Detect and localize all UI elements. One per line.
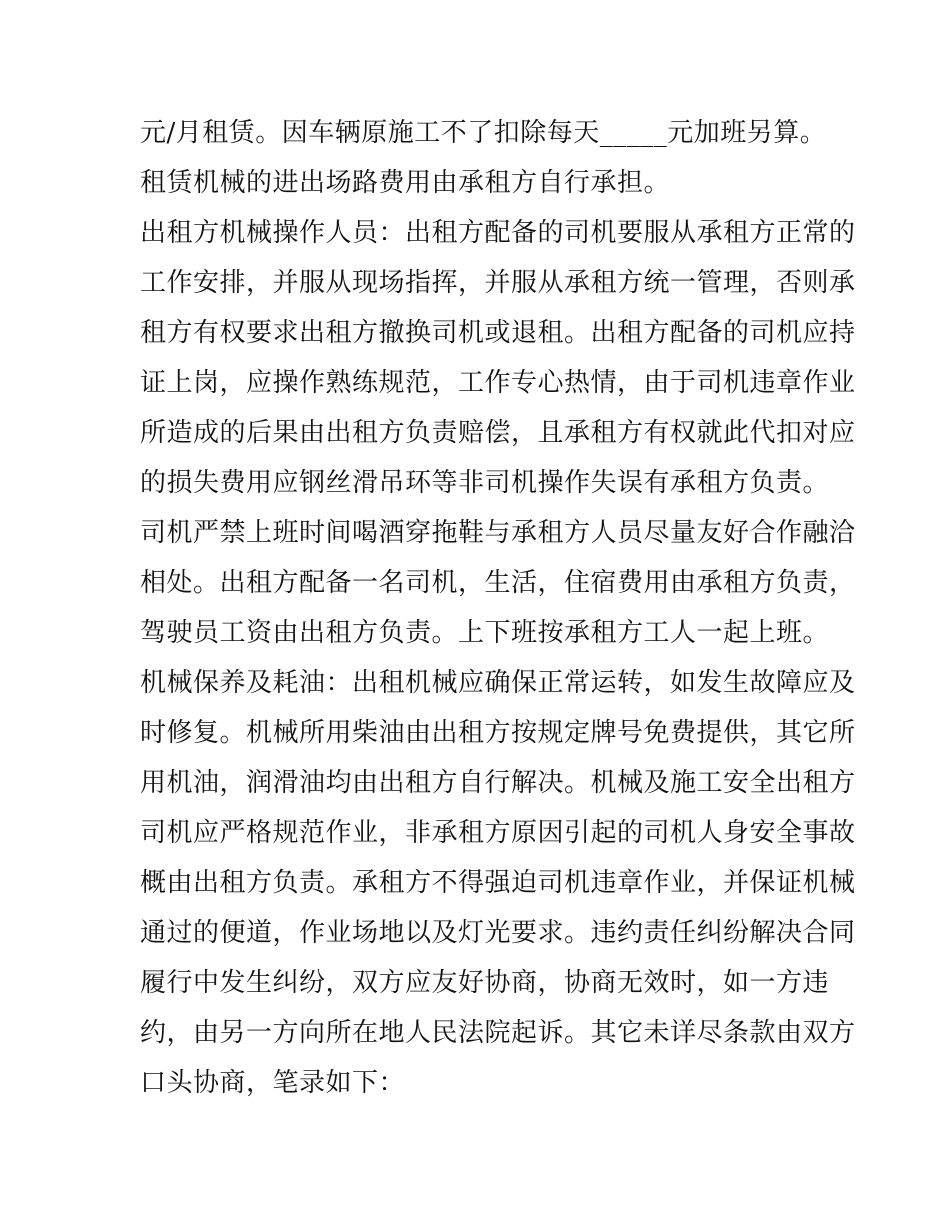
text-line: 租赁机械的进出场路费用由承租方自行承担。 bbox=[140, 168, 671, 198]
text-line: 履行中发生纠纷，双方应友好协商，协商无效时，如一方违 bbox=[140, 968, 830, 998]
text-line: 司机严禁上班时间喝酒穿拖鞋与承租方人员尽量友好合作融洽 bbox=[140, 518, 856, 548]
text-line: 租方有权要求出租方撤换司机或退租。出租方配备的司机应持 bbox=[140, 318, 856, 348]
text-line: 出租方机械操作人员：出租方配备的司机要服从承租方正常的 bbox=[140, 218, 856, 248]
text-line: 用机油，润滑油均由出租方自行解决。机械及施工安全出租方 bbox=[140, 768, 856, 798]
text-line: 工作安排，并服从现场指挥，并服从承租方统一管理，否则承 bbox=[140, 268, 856, 298]
text-line: 口头协商，笔录如下： bbox=[140, 1068, 406, 1098]
text-line: 概由出租方负责。承租方不得强迫司机违章作业，并保证机械 bbox=[140, 868, 856, 898]
text-line: 所造成的后果由出租方负责赔偿，且承租方有权就此代扣对应 bbox=[140, 418, 856, 448]
text-line: 通过的便道，作业场地以及灯光要求。违约责任纠纷解决合同 bbox=[140, 918, 856, 948]
text-line: 约，由另一方向所在地人民法院起诉。其它未详尽条款由双方 bbox=[140, 1018, 856, 1048]
text-line: 证上岗，应操作熟练规范，工作专心热情，由于司机违章作业 bbox=[140, 368, 856, 398]
text-line: 元/月租赁。因车辆原施工不了扣除每天_____元加班另算。 bbox=[140, 118, 827, 148]
document-body bbox=[140, 108, 856, 1108]
text-line: 司机应严格规范作业，非承租方原因引起的司机人身安全事故 bbox=[140, 818, 856, 848]
text-line: 机械保养及耗油：出租机械应确保正常运转，如发生故障应及 bbox=[140, 668, 856, 698]
text-line: 的损失费用应钢丝滑吊环等非司机操作失误有承租方负责。 bbox=[140, 468, 830, 498]
text-line: 相处。出租方配备一名司机，生活，住宿费用由承租方负责， bbox=[140, 568, 856, 598]
text-line: 时修复。机械所用柴油由出租方按规定牌号免费提供，其它所 bbox=[140, 718, 856, 748]
text-line: 驾驶员工资由出租方负责。上下班按承租方工人一起上班。 bbox=[140, 618, 830, 648]
